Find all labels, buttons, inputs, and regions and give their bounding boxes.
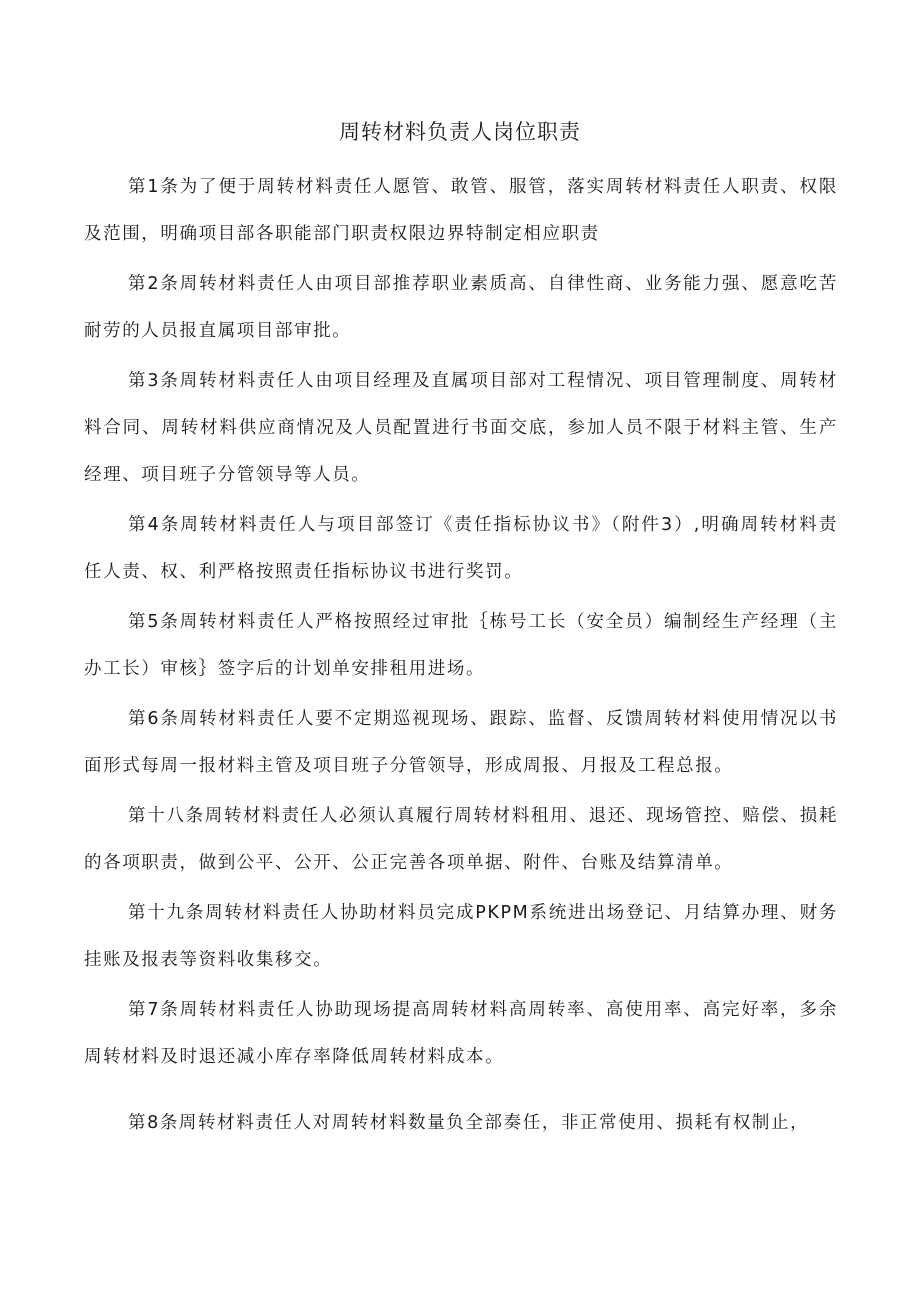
paragraph-article-19: 第十九条周转材料责任人协助材料员完成PKPM系统进出场登记、月结算办理、财务挂账及报表等资料收集移交。 <box>84 903 838 970</box>
paragraph-article-8: 第8条周转材料责任人对周转材料数量负全部奏任，非正常使用、损耗有权制止， <box>128 1113 810 1133</box>
paragraph-article-7: 第7条周转材料责任人协助现场提高周转材料高周转率、高使用率、高完好率，多余周转材料及时退还减小库存率降低周转材料成本。 <box>84 1000 838 1067</box>
paragraph-article-3: 第3条周转材料责任人由项目经理及直属项目部对工程情况、项目管理制度、周转材料合同、周转材料供应商情况及人员配置进行书面交底，参加人员不限于材料主管、生产经理、项目班子分管领导等人员。 <box>84 371 838 485</box>
paragraph-article-5: 第5条周转材料责任人严格按照经过审批｛栋号工长（安全员）编制经生产经理（主办工长）审核｝签字后的计划单安排租用进场。 <box>84 612 838 679</box>
paragraph-article-2: 第2条周转材料责任人由项目部推荐职业素质高、自律性商、业务能力强、愿意吃苦耐劳的人员报直属项目部审批。 <box>84 274 838 341</box>
paragraph-article-18: 第十八条周转材料责任人必须认真履行周转材料租用、退还、现场管控、赔偿、损耗的各项职责，做到公平、公开、公正完善各项单据、附件、台账及结算清单。 <box>84 806 838 873</box>
paragraph-article-4: 第4条周转材料责任人与项目部签订《责任指标协议书》（附件3）,明确周转材料责任人责、权、利严格按照责任指标协议书进行奖罚。 <box>84 515 838 582</box>
paragraph-article-6: 第6条周转材料责任人要不定期巡视现场、跟踪、监督、反馈周转材料使用情况以书面形式每周一报材料主管及项目班子分管领导，形成周报、月报及工程总报。 <box>84 709 838 776</box>
document-title: 周转材料负责人岗位职责 <box>339 120 581 144</box>
paragraph-article-1: 第1条为了便于周转材料责任人愿管、敢管、服管，落实周转材料责任人职责、权限及范围，明确项目部各职能部门职责权限边界特制定相应职责 <box>84 177 838 244</box>
